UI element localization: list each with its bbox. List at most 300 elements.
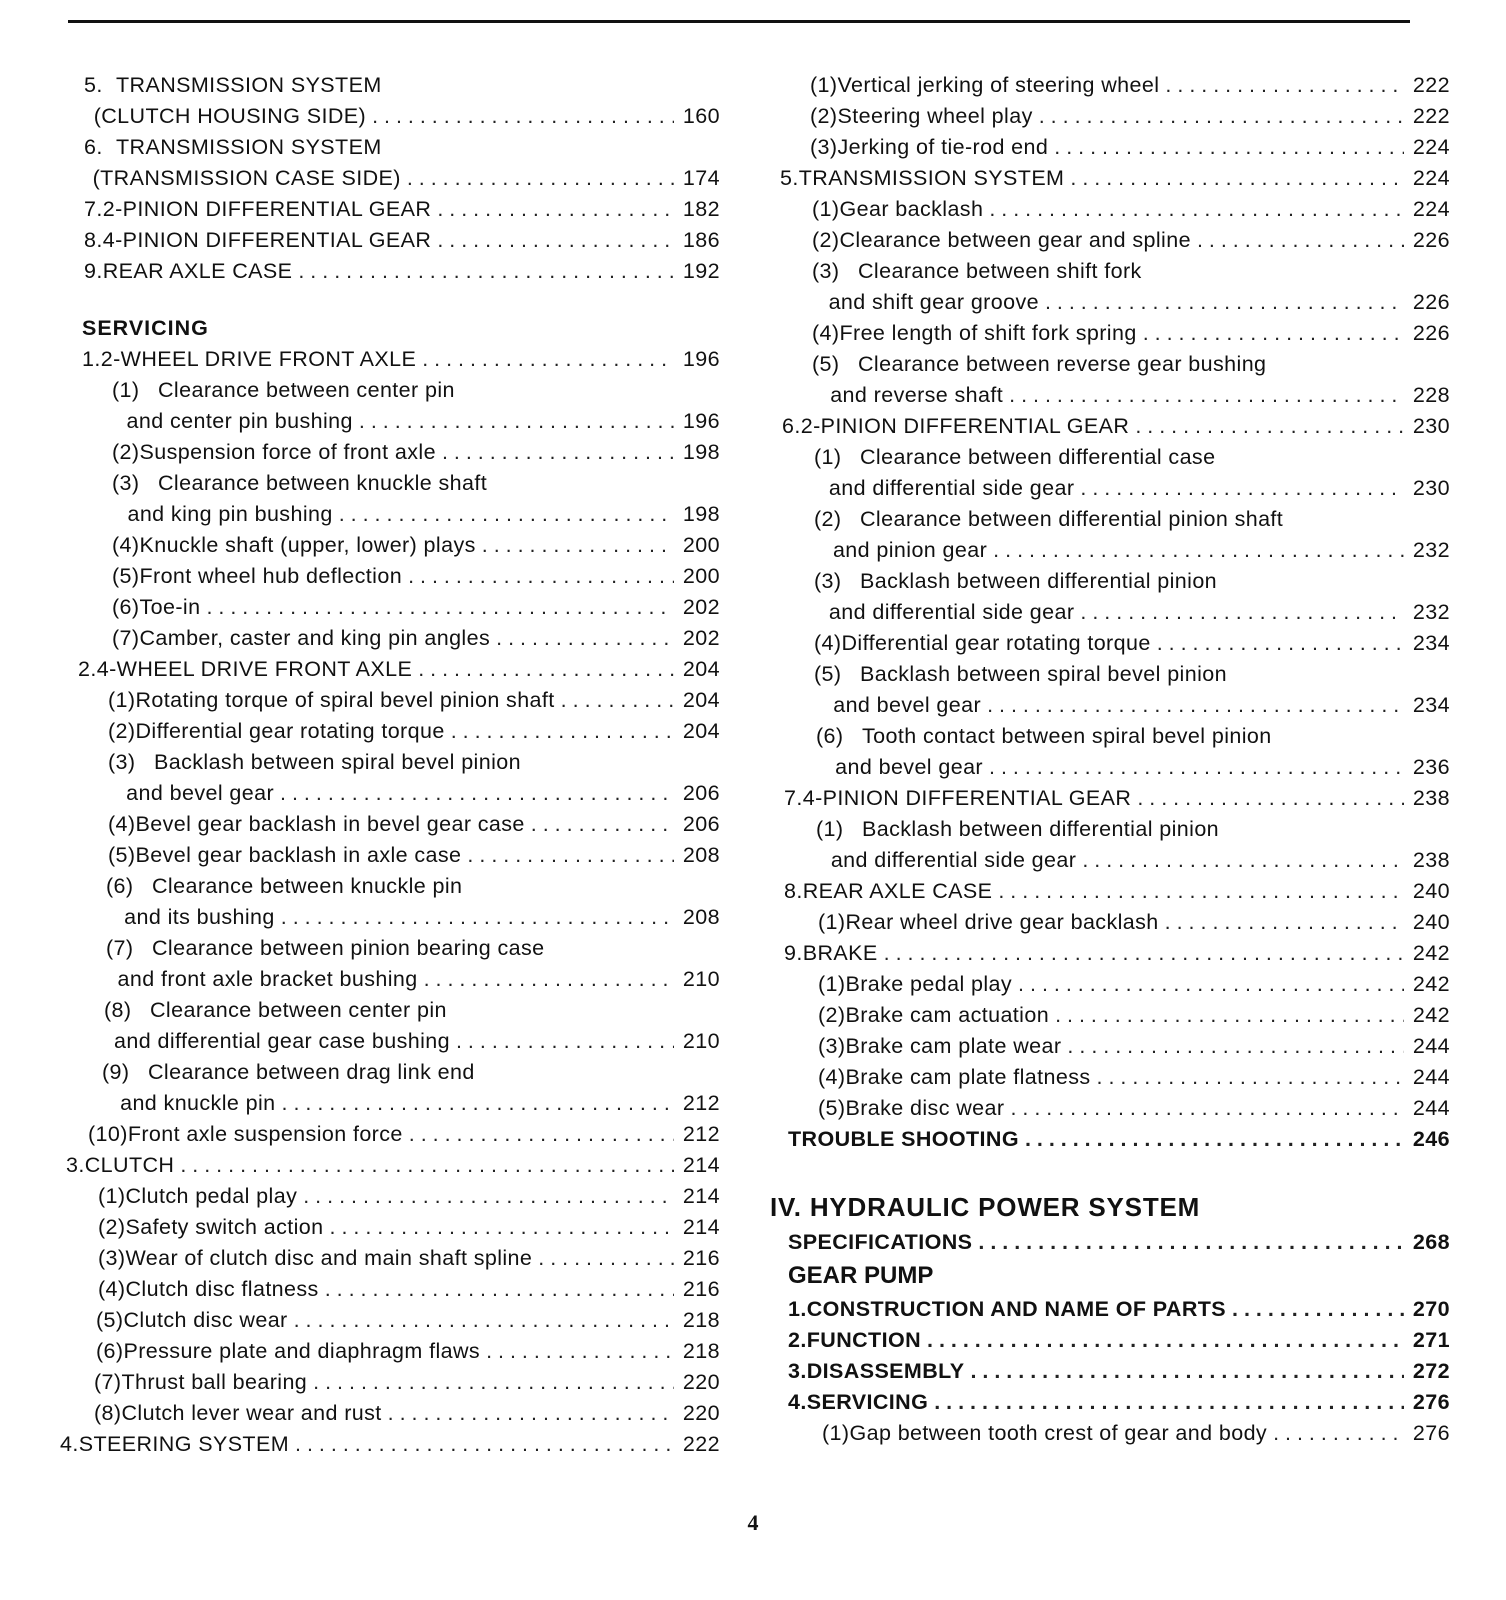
dot-leader <box>496 623 674 654</box>
toc-entry[interactable] <box>770 70 1450 101</box>
toc-entry-page: 210 <box>682 1029 720 1053</box>
dot-leader <box>456 1026 674 1057</box>
toc-entry-page: 196 <box>682 347 720 371</box>
toc-entry-title: Backlash between differential pinion <box>862 817 1220 841</box>
toc-entry-number: (2) <box>812 228 840 252</box>
toc-entry-title: 2-WHEEL DRIVE FRONT AXLE <box>100 347 417 371</box>
toc-entry-number: (3) <box>818 1034 846 1058</box>
toc-entry-number: (1) <box>810 73 838 97</box>
dot-leader <box>970 1356 1404 1387</box>
toc-entry-page: 212 <box>682 1091 720 1115</box>
toc-entry[interactable] <box>60 1398 720 1429</box>
toc-entry[interactable] <box>60 375 720 437</box>
toc-right-column <box>770 70 1450 1449</box>
toc-entry[interactable] <box>60 194 720 225</box>
toc-entry-number: (6) <box>106 874 134 898</box>
toc-entry[interactable] <box>770 721 1450 783</box>
toc-entry-number: 6. <box>84 135 103 159</box>
toc-entry-title: REAR AXLE CASE <box>802 879 993 903</box>
toc-entry-number: 9. <box>784 941 803 965</box>
spacer <box>60 287 720 313</box>
toc-entry-title: Differential gear rotating torque <box>841 631 1151 655</box>
dot-leader <box>1018 969 1404 1000</box>
toc-entry-number: 2. <box>788 1328 807 1352</box>
toc-entry[interactable] <box>60 623 720 654</box>
toc-entry-number: 7. <box>84 197 103 221</box>
toc-entry-page: 230 <box>1412 476 1450 500</box>
dot-leader <box>424 964 674 995</box>
toc-entry[interactable] <box>60 809 720 840</box>
toc-entry[interactable] <box>770 1294 1450 1325</box>
toc-entry-number: 4. <box>60 1432 79 1456</box>
dot-leader <box>934 1387 1404 1418</box>
dot-leader <box>1197 225 1404 256</box>
dot-leader <box>927 1325 1404 1356</box>
toc-entry-page: 272 <box>1412 1359 1450 1383</box>
toc-entry[interactable] <box>770 1093 1450 1124</box>
toc-entry-number: (5) <box>108 843 136 867</box>
toc-entry-page: 204 <box>682 719 720 743</box>
toc-entry-title: Clutch pedal play <box>125 1184 298 1208</box>
toc-entry-title: and differential side gear <box>830 848 1077 872</box>
toc-entry-title: and pinion gear <box>832 538 988 562</box>
section-heading: SERVICING <box>82 316 209 340</box>
top-rule <box>68 20 1410 23</box>
toc-entry-page: 218 <box>682 1339 720 1363</box>
dot-leader <box>1232 1294 1404 1325</box>
toc-entry-number: 1. <box>788 1297 807 1321</box>
toc-entry-number: (7) <box>106 936 134 960</box>
toc-entry-title: TRANSMISSION SYSTEM <box>798 166 1065 190</box>
toc-entry-title: TRANSMISSION SYSTEM <box>116 135 382 159</box>
toc-entry-number: (5) <box>112 564 140 588</box>
toc-entry-page: 238 <box>1412 848 1450 872</box>
dot-leader <box>451 716 674 747</box>
toc-entry-title: Brake cam actuation <box>845 1003 1050 1027</box>
toc-entry-page: 226 <box>1412 228 1450 252</box>
toc-entry-page: 224 <box>1412 197 1450 221</box>
toc-entry-page: 220 <box>682 1401 720 1425</box>
toc-entry[interactable] <box>770 628 1450 659</box>
toc-entry[interactable] <box>770 101 1450 132</box>
toc-entry-number: (5) <box>96 1308 124 1332</box>
toc-entry-number: (1) <box>98 1184 126 1208</box>
toc-entry-number: 5. <box>780 166 799 190</box>
dot-leader <box>989 194 1404 225</box>
toc-entry-title: and knuckle pin <box>120 1091 276 1115</box>
toc-entry-page: 276 <box>1412 1421 1450 1445</box>
toc-entry-number: 9. <box>84 259 103 283</box>
toc-entry-number: (1) <box>108 688 136 712</box>
toc-entry-title: Clutch disc wear <box>123 1308 288 1332</box>
toc-entry-title: Free length of shift fork spring <box>839 321 1137 345</box>
toc-entry-page: 222 <box>682 1432 720 1456</box>
dot-leader <box>1157 628 1404 659</box>
toc-entry-number: (4) <box>818 1065 846 1089</box>
toc-entry[interactable] <box>60 1429 720 1460</box>
dot-leader <box>978 1227 1404 1258</box>
toc-entry-number: (4) <box>108 812 136 836</box>
toc-entry-title: Toe-in <box>139 595 201 619</box>
toc-entry-page: 226 <box>1412 321 1450 345</box>
toc-entry[interactable] <box>770 783 1450 814</box>
dot-leader <box>467 840 674 871</box>
toc-entry[interactable] <box>770 318 1450 349</box>
toc-entry-page: 242 <box>1412 941 1450 965</box>
toc-entry-page: 192 <box>682 259 720 283</box>
spacer <box>770 1155 1450 1181</box>
toc-entry[interactable] <box>60 437 720 468</box>
toc-left-column <box>60 70 720 1460</box>
toc-entry-page: 186 <box>682 228 720 252</box>
toc-entry-title: and reverse shaft <box>830 383 1004 407</box>
toc-entry-title: and bevel gear <box>833 693 982 717</box>
toc-entry[interactable] <box>770 566 1450 628</box>
toc-entry-title: and center pin bushing <box>126 409 353 433</box>
toc-entry-page: 216 <box>682 1246 720 1270</box>
toc-entry-title: Vertical jerking of steering wheel <box>837 73 1160 97</box>
dot-leader <box>1097 1062 1404 1093</box>
toc-entry-number: (6) <box>112 595 140 619</box>
toc-entry[interactable] <box>60 1243 720 1274</box>
toc-entry[interactable] <box>60 592 720 623</box>
toc-entry[interactable] <box>60 871 720 933</box>
toc-entry-title: SERVICING <box>806 1390 929 1414</box>
dot-leader <box>1067 1031 1404 1062</box>
toc-entry-page: 232 <box>1412 538 1450 562</box>
toc-entry-page: 232 <box>1412 600 1450 624</box>
toc-entry[interactable] <box>60 654 720 685</box>
toc-entry-title: Clutch lever wear and rust <box>121 1401 382 1425</box>
toc-entry-page: 228 <box>1412 383 1450 407</box>
toc-entry-number: (8) <box>104 998 132 1022</box>
toc-entry-title: and differential gear case bushing <box>114 1029 450 1053</box>
toc-entry-page: 210 <box>682 967 720 991</box>
toc-entry-title: Backlash between differential pinion <box>860 569 1218 593</box>
toc-entry-title: DISASSEMBLY <box>806 1359 965 1383</box>
toc-entry-title: TROUBLE SHOOTING <box>788 1127 1019 1151</box>
toc-entry-page: 270 <box>1412 1297 1450 1321</box>
toc-entry-title: 2-PINION DIFFERENTIAL GEAR <box>800 414 1130 438</box>
dot-leader <box>180 1150 674 1181</box>
toc-entry-page: 204 <box>682 688 720 712</box>
dot-leader <box>1082 845 1404 876</box>
section-heading: IV. HYDRAULIC POWER SYSTEM <box>770 1192 1201 1222</box>
toc-entry[interactable] <box>770 1031 1450 1062</box>
dot-leader <box>1054 132 1404 163</box>
toc-entry-number: (2) <box>818 1003 846 1027</box>
toc-entry-title: Rotating torque of spiral bevel pinion shaft <box>135 688 555 712</box>
toc-entry[interactable] <box>770 938 1450 969</box>
toc-entry-page: 214 <box>682 1153 720 1177</box>
toc-entry[interactable] <box>60 1305 720 1336</box>
toc-entry-title: CONSTRUCTION AND NAME OF PARTS <box>806 1297 1227 1321</box>
toc-entry[interactable] <box>770 225 1450 256</box>
toc-entry[interactable] <box>60 1057 720 1119</box>
toc-entry-title: Brake disc wear <box>845 1096 1005 1120</box>
toc-entry-page: 208 <box>682 843 720 867</box>
toc-entry-title: Safety switch action <box>125 1215 324 1239</box>
toc-entry[interactable] <box>770 163 1450 194</box>
toc-entry-page: 271 <box>1412 1328 1450 1352</box>
toc-entry[interactable] <box>60 561 720 592</box>
toc-entry-page: 246 <box>1412 1127 1450 1151</box>
toc-entry[interactable] <box>60 933 720 995</box>
dot-leader <box>998 876 1404 907</box>
toc-entry-title: Clearance between knuckle pin <box>152 874 463 898</box>
dot-leader <box>1165 70 1404 101</box>
toc-entry-number: (3) <box>810 135 838 159</box>
dot-leader <box>1273 1418 1404 1449</box>
toc-entry-page: 206 <box>682 781 720 805</box>
toc-entry[interactable] <box>770 1124 1450 1155</box>
dot-leader <box>1070 163 1404 194</box>
toc-entry[interactable] <box>60 1119 720 1150</box>
toc-entry[interactable] <box>60 1274 720 1305</box>
toc-entry[interactable] <box>60 256 720 287</box>
toc-entry[interactable] <box>770 907 1450 938</box>
toc-entry[interactable] <box>60 995 720 1057</box>
toc-entry-page: 244 <box>1412 1096 1450 1120</box>
dot-leader <box>418 654 674 685</box>
toc-entry-title: and king pin bushing <box>127 502 333 526</box>
toc-entry[interactable] <box>770 1387 1450 1418</box>
toc-entry-number: (4) <box>814 631 842 655</box>
dot-leader <box>281 902 674 933</box>
dot-leader <box>437 225 674 256</box>
toc-entry[interactable] <box>770 1418 1450 1449</box>
toc-entry-number: (1) <box>822 1421 850 1445</box>
dot-leader <box>437 194 674 225</box>
dot-leader <box>422 344 674 375</box>
toc-entry[interactable] <box>770 194 1450 225</box>
dot-leader <box>1055 1000 1404 1031</box>
toc-entry-title: Gear backlash <box>839 197 984 221</box>
toc-entry[interactable] <box>770 1000 1450 1031</box>
toc-entry[interactable] <box>60 747 720 809</box>
toc-entry-number: (1) <box>818 972 846 996</box>
toc-entry[interactable] <box>770 442 1450 504</box>
toc-entry-number: (5) <box>814 662 842 686</box>
toc-entry-number: (9) <box>102 1060 130 1084</box>
toc-entry-page: 224 <box>1412 135 1450 159</box>
toc-entry-title: Suspension force of front axle <box>139 440 436 464</box>
toc-entry[interactable] <box>60 1336 720 1367</box>
toc-entry-number: (2) <box>814 507 842 531</box>
toc-entry-page: 212 <box>682 1122 720 1146</box>
toc-entry[interactable] <box>770 1356 1450 1387</box>
toc-entry-page: 226 <box>1412 290 1450 314</box>
toc-entry-page: 276 <box>1412 1390 1450 1414</box>
toc-entry-title: 2-PINION DIFFERENTIAL GEAR <box>102 197 432 221</box>
toc-entry-title: Clearance between reverse gear bushing <box>858 352 1267 376</box>
dot-leader <box>1143 318 1404 349</box>
toc-entry-title: Brake pedal play <box>845 972 1013 996</box>
toc-entry[interactable] <box>770 132 1450 163</box>
toc-entry-page: 202 <box>682 626 720 650</box>
toc-entry-title: Brake cam plate flatness <box>845 1065 1091 1089</box>
toc-entry-title: Backlash between spiral bevel pinion <box>860 662 1227 686</box>
toc-entry[interactable] <box>60 1212 720 1243</box>
toc-entry[interactable] <box>60 530 720 561</box>
toc-entry-page: 230 <box>1412 414 1450 438</box>
toc-entry-title: Jerking of tie-rod end <box>837 135 1049 159</box>
toc-entry[interactable] <box>60 1367 720 1398</box>
dot-leader <box>482 530 674 561</box>
toc-entry-number: 8. <box>784 879 803 903</box>
toc-entry[interactable] <box>60 840 720 871</box>
toc-entry[interactable] <box>60 1150 720 1181</box>
dot-leader <box>989 752 1404 783</box>
toc-entry-number: (2) <box>108 719 136 743</box>
toc-entry-number: (3) <box>814 569 842 593</box>
dot-leader <box>442 437 674 468</box>
toc-entry-title: Clearance between center pin <box>158 378 455 402</box>
toc-entry[interactable] <box>60 685 720 716</box>
toc-entry[interactable] <box>770 876 1450 907</box>
toc-entry[interactable] <box>60 70 720 132</box>
toc-entry-page: 200 <box>682 564 720 588</box>
toc-entry-title: Clearance between shift fork <box>858 259 1142 283</box>
toc-entry-title: Camber, caster and king pin angles <box>139 626 491 650</box>
toc-entry-page: 238 <box>1412 786 1450 810</box>
dot-leader <box>538 1243 674 1274</box>
toc-entry-number: (7) <box>94 1370 122 1394</box>
toc-entry[interactable] <box>770 1325 1450 1356</box>
toc-entry-title: TRANSMISSION SYSTEM <box>116 73 382 97</box>
toc-entry-title: Knuckle shaft (upper, lower) plays <box>139 533 476 557</box>
toc-entry-title: Differential gear rotating torque <box>135 719 445 743</box>
toc-entry-title: REAR AXLE CASE <box>102 259 293 283</box>
toc-entry[interactable] <box>770 349 1450 411</box>
toc-entry-page: 214 <box>682 1215 720 1239</box>
section-heading: GEAR PUMP <box>788 1262 934 1289</box>
dot-leader <box>280 778 674 809</box>
toc-entry-title: BRAKE <box>802 941 878 965</box>
toc-entry-title: and differential side gear <box>828 476 1075 500</box>
toc-entry-title: Steering wheel play <box>837 104 1033 128</box>
toc-entry-title: and bevel gear <box>126 781 275 805</box>
dot-leader <box>359 406 674 437</box>
toc-entry-number: 5. <box>84 73 103 97</box>
toc-entry[interactable] <box>60 132 720 194</box>
toc-entry-title: Clearance between gear and spline <box>839 228 1191 252</box>
dot-leader <box>1080 597 1404 628</box>
toc-entry-page: 242 <box>1412 972 1450 996</box>
toc-entry-number: 7. <box>784 786 803 810</box>
toc-entry[interactable] <box>770 504 1450 566</box>
dot-leader <box>1025 1124 1404 1155</box>
toc-entry-title: Clearance between knuckle shaft <box>158 471 488 495</box>
toc-entry-number: 2. <box>78 657 97 681</box>
toc-entry-title: (CLUTCH HOUSING SIDE) <box>93 104 367 128</box>
page-number: 4 <box>747 1510 759 1535</box>
toc-entry[interactable] <box>770 411 1450 442</box>
toc-entry-title: STEERING SYSTEM <box>78 1432 290 1456</box>
toc-entry-number: (7) <box>112 626 140 650</box>
toc-entry[interactable] <box>60 468 720 530</box>
toc-entry[interactable] <box>770 1062 1450 1093</box>
dot-leader <box>298 256 674 287</box>
toc-entry-number: (2) <box>112 440 140 464</box>
dot-leader <box>1045 287 1404 318</box>
toc-entry-number: 1. <box>82 347 101 371</box>
toc-entry-number: (2) <box>810 104 838 128</box>
toc-entry-title: Clutch disc flatness <box>125 1277 319 1301</box>
toc-entry-number: 6. <box>782 414 801 438</box>
toc-entry-page: 182 <box>682 197 720 221</box>
toc-entry-page: 208 <box>682 905 720 929</box>
toc-entry-number: (4) <box>98 1277 126 1301</box>
toc-entry-title: and front axle bracket bushing <box>117 967 418 991</box>
toc-entry-page: 240 <box>1412 910 1450 934</box>
toc-entry[interactable] <box>60 1181 720 1212</box>
dot-leader <box>206 592 674 623</box>
toc-entry-page: 236 <box>1412 755 1450 779</box>
toc-entry-title: CLUTCH <box>84 1153 175 1177</box>
toc-entry-number: (10) <box>88 1122 128 1146</box>
toc-entry-title: FUNCTION <box>806 1328 922 1352</box>
toc-entry-page: 196 <box>682 409 720 433</box>
toc-entry-title: Tooth contact between spiral bevel pinion <box>862 724 1272 748</box>
toc-entry-number: 3. <box>788 1359 807 1383</box>
toc-entry-page: 244 <box>1412 1065 1450 1089</box>
dot-leader <box>388 1398 674 1429</box>
toc-entry-page: 244 <box>1412 1034 1450 1058</box>
toc-entry-title: SPECIFICATIONS <box>788 1230 973 1254</box>
toc-entry-page: 206 <box>682 812 720 836</box>
dot-leader <box>325 1274 674 1305</box>
toc-entry-number: (6) <box>816 724 844 748</box>
toc-entry[interactable] <box>770 659 1450 721</box>
toc-entry-number: (1) <box>814 445 842 469</box>
toc-entry-number: (5) <box>818 1096 846 1120</box>
toc-entry-number: (3) <box>98 1246 126 1270</box>
dot-leader <box>372 101 674 132</box>
toc-entry[interactable] <box>770 256 1450 318</box>
dot-leader <box>1135 411 1404 442</box>
toc-entry[interactable] <box>770 1227 1450 1258</box>
toc-entry-page: 222 <box>1412 73 1450 97</box>
dot-leader <box>993 535 1404 566</box>
toc-entry-title: Rear wheel drive gear backlash <box>845 910 1159 934</box>
toc-entry[interactable] <box>60 225 720 256</box>
toc-entry-title: Clearance between center pin <box>150 998 447 1022</box>
toc-entry-title: Clearance between drag link end <box>148 1060 475 1084</box>
dot-leader <box>1137 783 1404 814</box>
toc-entry-title: Clearance between pinion bearing case <box>152 936 545 960</box>
toc-entry-title: and shift gear groove <box>828 290 1039 314</box>
toc-entry-title: 4-PINION DIFFERENTIAL GEAR <box>802 786 1132 810</box>
toc-entry-page: 198 <box>682 502 720 526</box>
toc-entry-number: 3. <box>66 1153 85 1177</box>
toc-entry-title: Clearance between differential case <box>860 445 1216 469</box>
toc-entry-number: (1) <box>112 378 140 402</box>
dot-leader <box>295 1429 674 1460</box>
toc-entry[interactable] <box>770 814 1450 876</box>
toc-entry-page: 268 <box>1412 1230 1450 1254</box>
toc-entry-number: (3) <box>112 471 140 495</box>
toc-entry[interactable] <box>60 344 720 375</box>
toc-entry-number: (4) <box>812 321 840 345</box>
toc-entry[interactable] <box>770 969 1450 1000</box>
dot-leader <box>1165 907 1404 938</box>
toc-entry-title: Pressure plate and diaphragm flaws <box>123 1339 481 1363</box>
toc-entry-number: (8) <box>94 1401 122 1425</box>
toc-entry[interactable] <box>60 716 720 747</box>
toc-entry-title: Front wheel hub deflection <box>139 564 403 588</box>
dot-leader <box>339 499 674 530</box>
